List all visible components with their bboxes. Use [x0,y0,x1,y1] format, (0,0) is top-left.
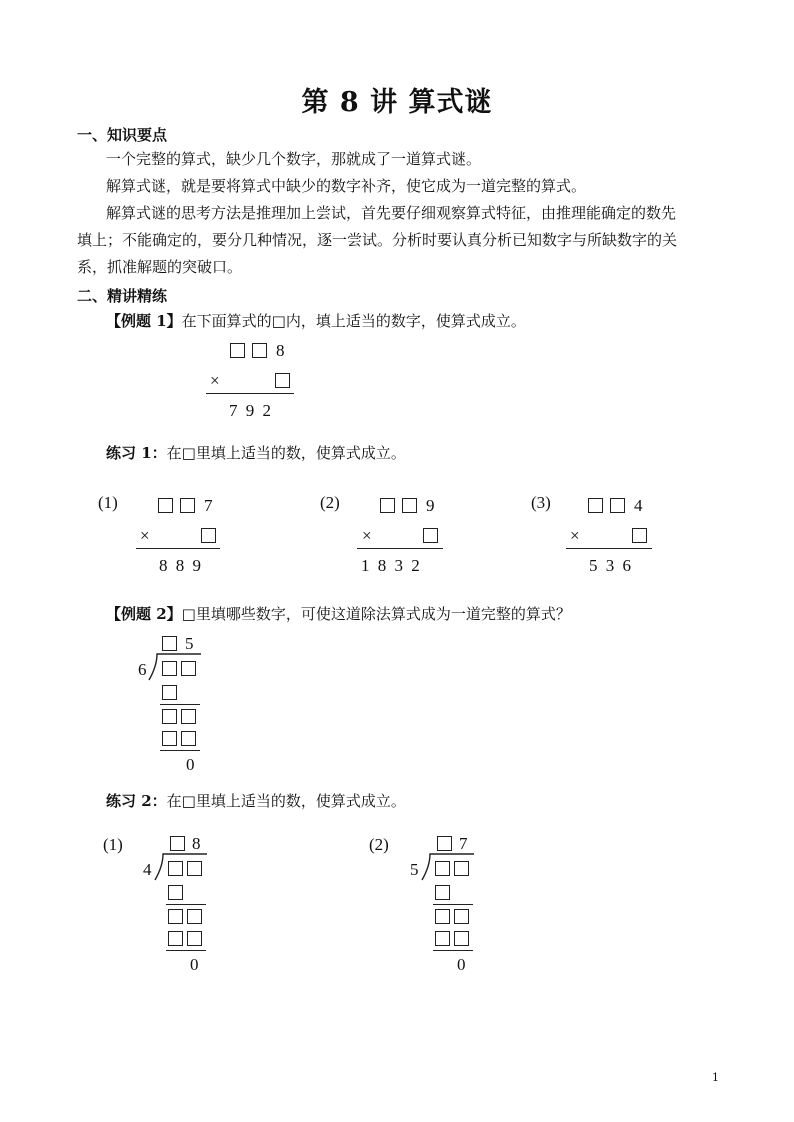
division-rule [160,704,200,705]
blank-box[interactable] [454,909,469,924]
paragraph-1: 一个完整的算式，缺少几个数字，那就成了一道算式谜。 [106,150,482,168]
division-rule [166,904,206,905]
blank-box[interactable] [610,498,625,513]
blank-box[interactable] [435,909,450,924]
blank-box[interactable] [632,528,647,543]
blank-box[interactable] [162,731,177,746]
remainder: 0 [457,955,466,974]
divisor: 4 [143,860,152,879]
product-result: 1 8 3 2 [361,556,420,575]
blank-box[interactable] [158,498,173,513]
multiplicand-digit: 7 [204,496,213,515]
blank-box[interactable] [168,861,183,876]
practice-2-prompt [106,788,406,815]
equation-rule [566,548,652,549]
paragraph-3-line-2: 填上；不能确定的，要分几种情况，逐一尝试。分析时要认真分析已知数字与所缺数字的关 [77,231,678,249]
blank-box[interactable] [252,343,267,358]
multiply-sign: × [210,371,220,390]
paragraph-3-line-1: 解算式谜的思考方法是推理加上尝试，首先要仔细观察算式特征，由推理能确定的数先 [106,204,677,222]
practice-1-prompt [106,440,406,467]
blank-box[interactable] [168,931,183,946]
blank-box[interactable] [454,931,469,946]
equation-rule [206,393,294,394]
blank-box[interactable] [402,498,417,513]
practice-1-label: 练习 1： [106,444,167,462]
quotient-digit: 5 [185,634,194,653]
blank-box[interactable] [180,498,195,513]
blank-box[interactable] [187,931,202,946]
equation-rule [357,548,443,549]
item-number: (1) [98,493,118,512]
blank-box[interactable] [437,836,452,851]
blank-box[interactable] [588,498,603,513]
example-2-prompt [106,601,571,628]
example-2-label: 【例题 2】 [106,605,182,623]
blank-box[interactable] [162,685,177,700]
section-heading-knowledge: 一、知识要点 [77,126,168,144]
practice-1-text: 在□里填上适当的数，使算式成立。 [166,444,406,462]
equation-rule [136,548,220,549]
product-result: 8 8 9 [159,556,201,575]
multiplicand-digit: 4 [634,496,643,515]
blank-box[interactable] [230,343,245,358]
remainder: 0 [190,955,199,974]
item-number: (1) [103,835,123,854]
page-number: 1 [712,1071,719,1084]
blank-box[interactable] [181,709,196,724]
example-2-text: □里填哪些数字，可使这道除法算式成为一道完整的算式？ [181,605,571,623]
multiply-sign: × [570,526,580,545]
product-result: 5 3 6 [589,556,631,575]
blank-box[interactable] [187,861,202,876]
practice-2-label: 练习 2： [106,792,167,810]
division-rule [433,904,473,905]
multiplicand-digit: 9 [426,496,435,515]
blank-box[interactable] [162,636,177,651]
remainder: 0 [186,755,195,774]
item-number: (3) [531,493,551,512]
blank-box[interactable] [380,498,395,513]
blank-box[interactable] [170,836,185,851]
blank-box[interactable] [181,731,196,746]
multiplicand-digit: 8 [276,341,285,360]
blank-box[interactable] [435,861,450,876]
quotient-digit: 7 [459,834,468,853]
division-rule [166,950,206,951]
item-number: (2) [369,835,389,854]
blank-box[interactable] [162,709,177,724]
paragraph-3-line-3: 系，抓准解题的突破口。 [77,258,243,276]
division-rule [433,950,473,951]
section-heading-practice: 二、精讲精练 [77,287,168,305]
example-1-text: 在下面算式的□内，填上适当的数字，使算式成立。 [181,312,526,330]
blank-box[interactable] [187,909,202,924]
quotient-digit: 8 [192,834,201,853]
example-1-prompt [106,308,526,335]
paragraph-2: 解算式谜，就是要将算式中缺少的数字补齐，使它成为一道完整的算式。 [106,177,587,195]
blank-box[interactable] [454,861,469,876]
blank-box[interactable] [435,931,450,946]
blank-box[interactable] [168,909,183,924]
multiply-sign: × [140,526,150,545]
blank-box[interactable] [435,885,450,900]
blank-box[interactable] [275,373,290,388]
item-number: (2) [320,493,340,512]
blank-box[interactable] [181,661,196,676]
divisor: 5 [410,860,419,879]
example-1-label: 【例题 1】 [106,312,182,330]
blank-box[interactable] [201,528,216,543]
divisor: 6 [138,660,147,679]
product-result: 7 9 2 [229,401,271,420]
practice-2-text: 在□里填上适当的数，使算式成立。 [166,792,406,810]
multiply-sign: × [362,526,372,545]
page-title: 第 8 讲 算式谜 [301,87,493,118]
blank-box[interactable] [423,528,438,543]
blank-box[interactable] [168,885,183,900]
blank-box[interactable] [162,661,177,676]
division-rule [160,750,200,751]
